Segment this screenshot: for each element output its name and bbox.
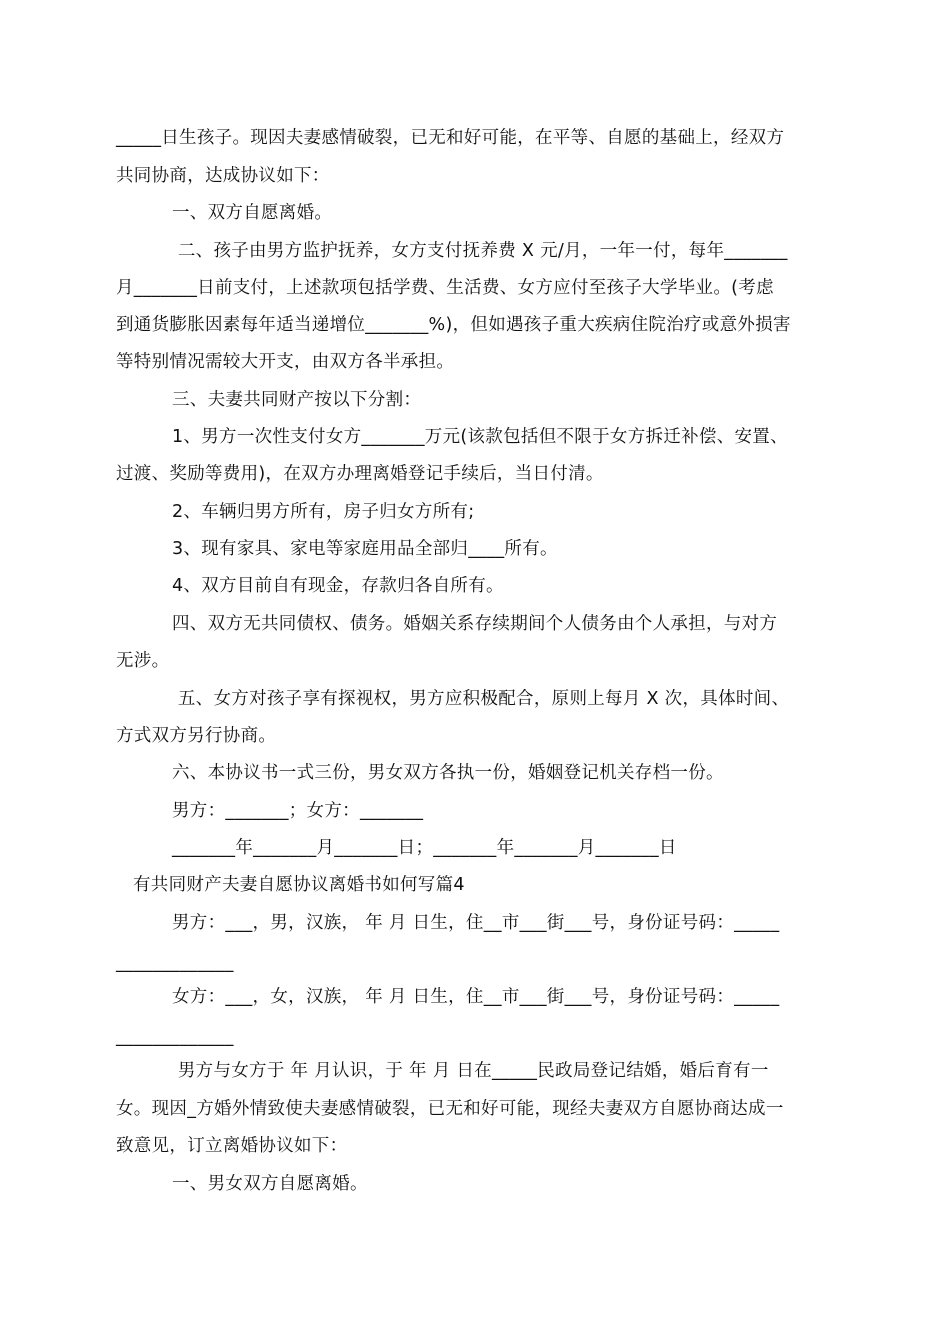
clause-5-line: 方式双方另行协商。 xyxy=(116,726,277,746)
clause-4-line: 四、双方无共同债权、债务。婚姻关系存续期间个人债务由个人承担，与对方 xyxy=(172,614,778,634)
intro-line: 致意见，订立离婚协议如下： xyxy=(116,1136,348,1156)
clause-2-line: 月_______日前支付，上述款项包括学费、生活费、女方应付至孩子大学毕业。(考虑 xyxy=(116,278,774,298)
intro-line: 男方与女方于 年 月认识，于 年 月 日在_____民政局登记结婚，婚后育有一 xyxy=(172,1061,769,1081)
man-info-line: 男方：___，男，汉族， 年 月 日生，住__市___街___号，身份证号码：_____ xyxy=(172,913,780,933)
intro-line: 女。现因_方婚外情致使夫妻感情破裂，已无和好可能，现经夫妻双方自愿协商达成一 xyxy=(116,1099,784,1119)
clause-4-line: 无涉。 xyxy=(116,651,170,671)
clause-2-line: 到通货膨胀因素每年适当递增位_______%)，但如遇孩子重大疾病住院治疗或意外损害 xyxy=(116,315,791,335)
clause-3-3: 3、现有家具、家电等家庭用品全部归____所有。 xyxy=(172,539,558,559)
woman-info-line: 女方：___，女，汉族， 年 月 日生，住__市___街___号，身份证号码：_____ xyxy=(172,987,780,1007)
clause-3: 三、夫妻共同财产按以下分割： xyxy=(172,390,422,410)
woman-info-line: _____________ xyxy=(116,1027,234,1047)
paragraph-line: _____日生孩子。现因夫妻感情破裂，已无和好可能，在平等、自愿的基础上，经双方 xyxy=(116,128,785,148)
paragraph-line: 共同协商，达成协议如下： xyxy=(116,166,330,186)
clause-2-line: 二、孩子由男方监护抚养，女方支付抚养费 X 元/月，一年一付，每年_______ xyxy=(172,241,788,261)
signature-dates: _______年_______月_______日；_______年_______月_______日 xyxy=(172,838,677,858)
clause-1-divorce: 一、男女双方自愿离婚。 xyxy=(172,1174,368,1194)
clause-2-line: 等特别情况需较大开支，由双方各半承担。 xyxy=(116,352,455,372)
clause-5-line: 五、女方对孩子享有探视权，男方应积极配合，原则上每月 X 次，具体时间、 xyxy=(172,689,790,709)
clause-3-2: 2、车辆归男方所有，房子归女方所有; xyxy=(172,502,475,522)
clause-3-4: 4、双方目前自有现金，存款归各自所有。 xyxy=(172,576,504,596)
signature-parties: 男方：_______；女方：_______ xyxy=(172,801,424,821)
man-info-line: _____________ xyxy=(116,953,234,973)
clause-3-1-line: 1、男方一次性支付女方_______万元(该款包括但不限于女方拆迁补偿、安置、 xyxy=(172,427,788,447)
section-heading: 有共同财产夫妻自愿协议离婚书如何写篇4 xyxy=(133,875,465,895)
clause-1: 一、双方自愿离婚。 xyxy=(172,203,333,223)
clause-3-1-line: 过渡、奖励等费用)，在双方办理离婚登记手续后，当日付清。 xyxy=(116,464,604,484)
clause-6: 六、本协议书一式三份，男女双方各执一份，婚姻登记机关存档一份。 xyxy=(172,763,724,783)
